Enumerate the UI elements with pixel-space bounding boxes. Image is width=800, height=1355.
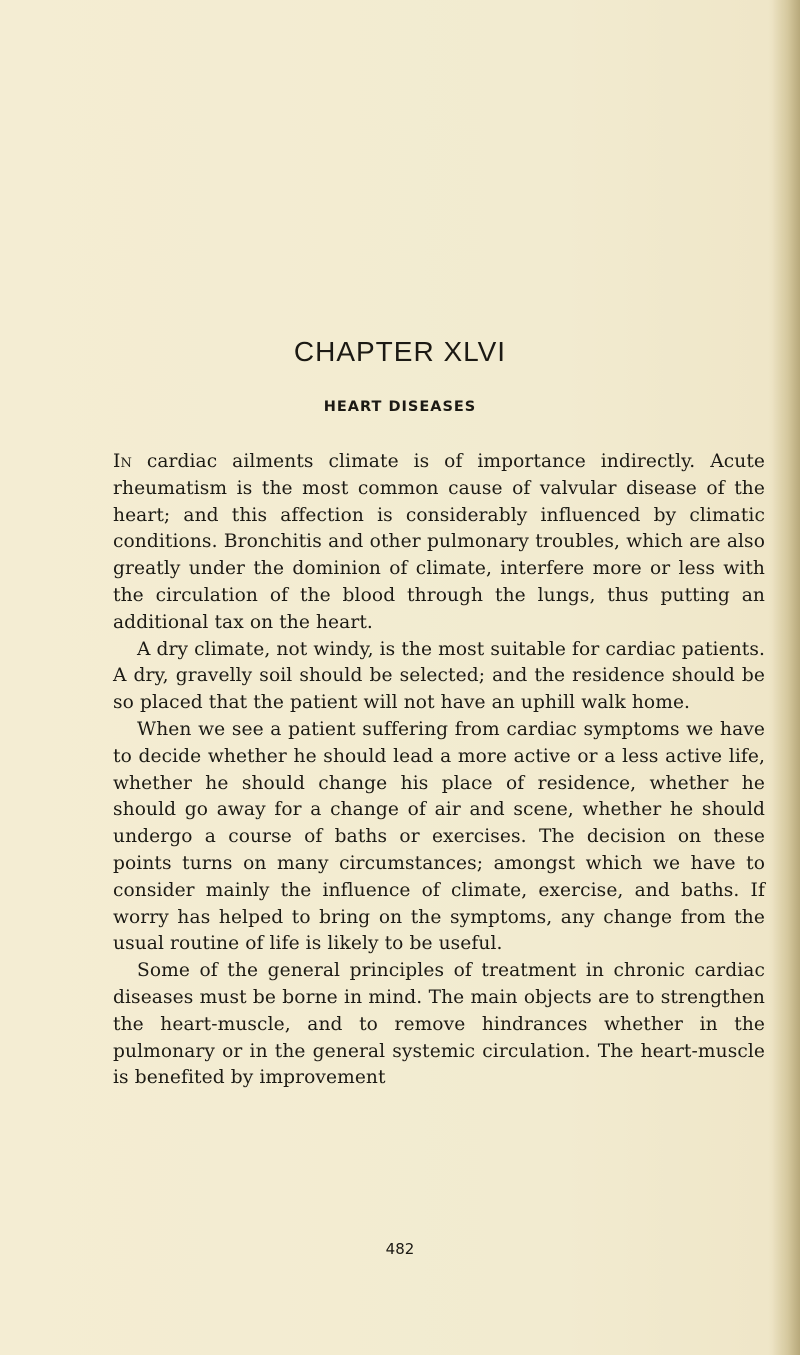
paragraph-2: A dry climate, not windy, is the most suitable for cardiac patients. A dry, gravelly soil should be selected; and the residence should be so placed that the patient will not have an uphill walk home. xyxy=(113,638,765,714)
paragraph-1-text: cardiac ailments climate is of importance indirectly. Acute rheumatism is the most common cause of valvular disease of the heart; and this affection is considerably influenced by climatic conditions. Bronchitis and other pulmonary troubles, which are also greatly under the dominion of climate, interfere more or less with the circulation of the blood through the lungs, thus putting an additional tax on the heart. xyxy=(113,451,765,633)
chapter-title: CHAPTER XLVI xyxy=(293,336,507,367)
paragraph-3: When we see a patient suffering from cardiac symptoms we have to decide whether he should lead a more active or a less active life, whether he should change his place of residence, whether he should go away for a change of air and scene, whether he should undergo a course of baths or exercises. The decision on these points turns on many circumstances; amongst which we have to consider mainly the influence of climate, exercise, and baths. If worry has helped to bring on the symptoms, any change from the usual routine of life is likely to be useful. xyxy=(113,718,765,955)
chapter-subtitle: HEART DISEASES xyxy=(323,399,477,415)
page-edge-shadow xyxy=(772,0,800,1355)
page-number: 482 xyxy=(385,1240,415,1258)
paragraph-1-lead: In xyxy=(113,451,132,472)
paragraph-1 xyxy=(113,449,765,637)
body-text xyxy=(113,449,765,1092)
paragraph-4: Some of the general principles of treatment in chronic cardiac diseases must be borne in mind. The main objects are to strengthen the heart-muscle, and to remove hindrances whether in the pulmonary or in the general systemic circulation. The heart-muscle is benefited by improvement xyxy=(113,960,765,1089)
